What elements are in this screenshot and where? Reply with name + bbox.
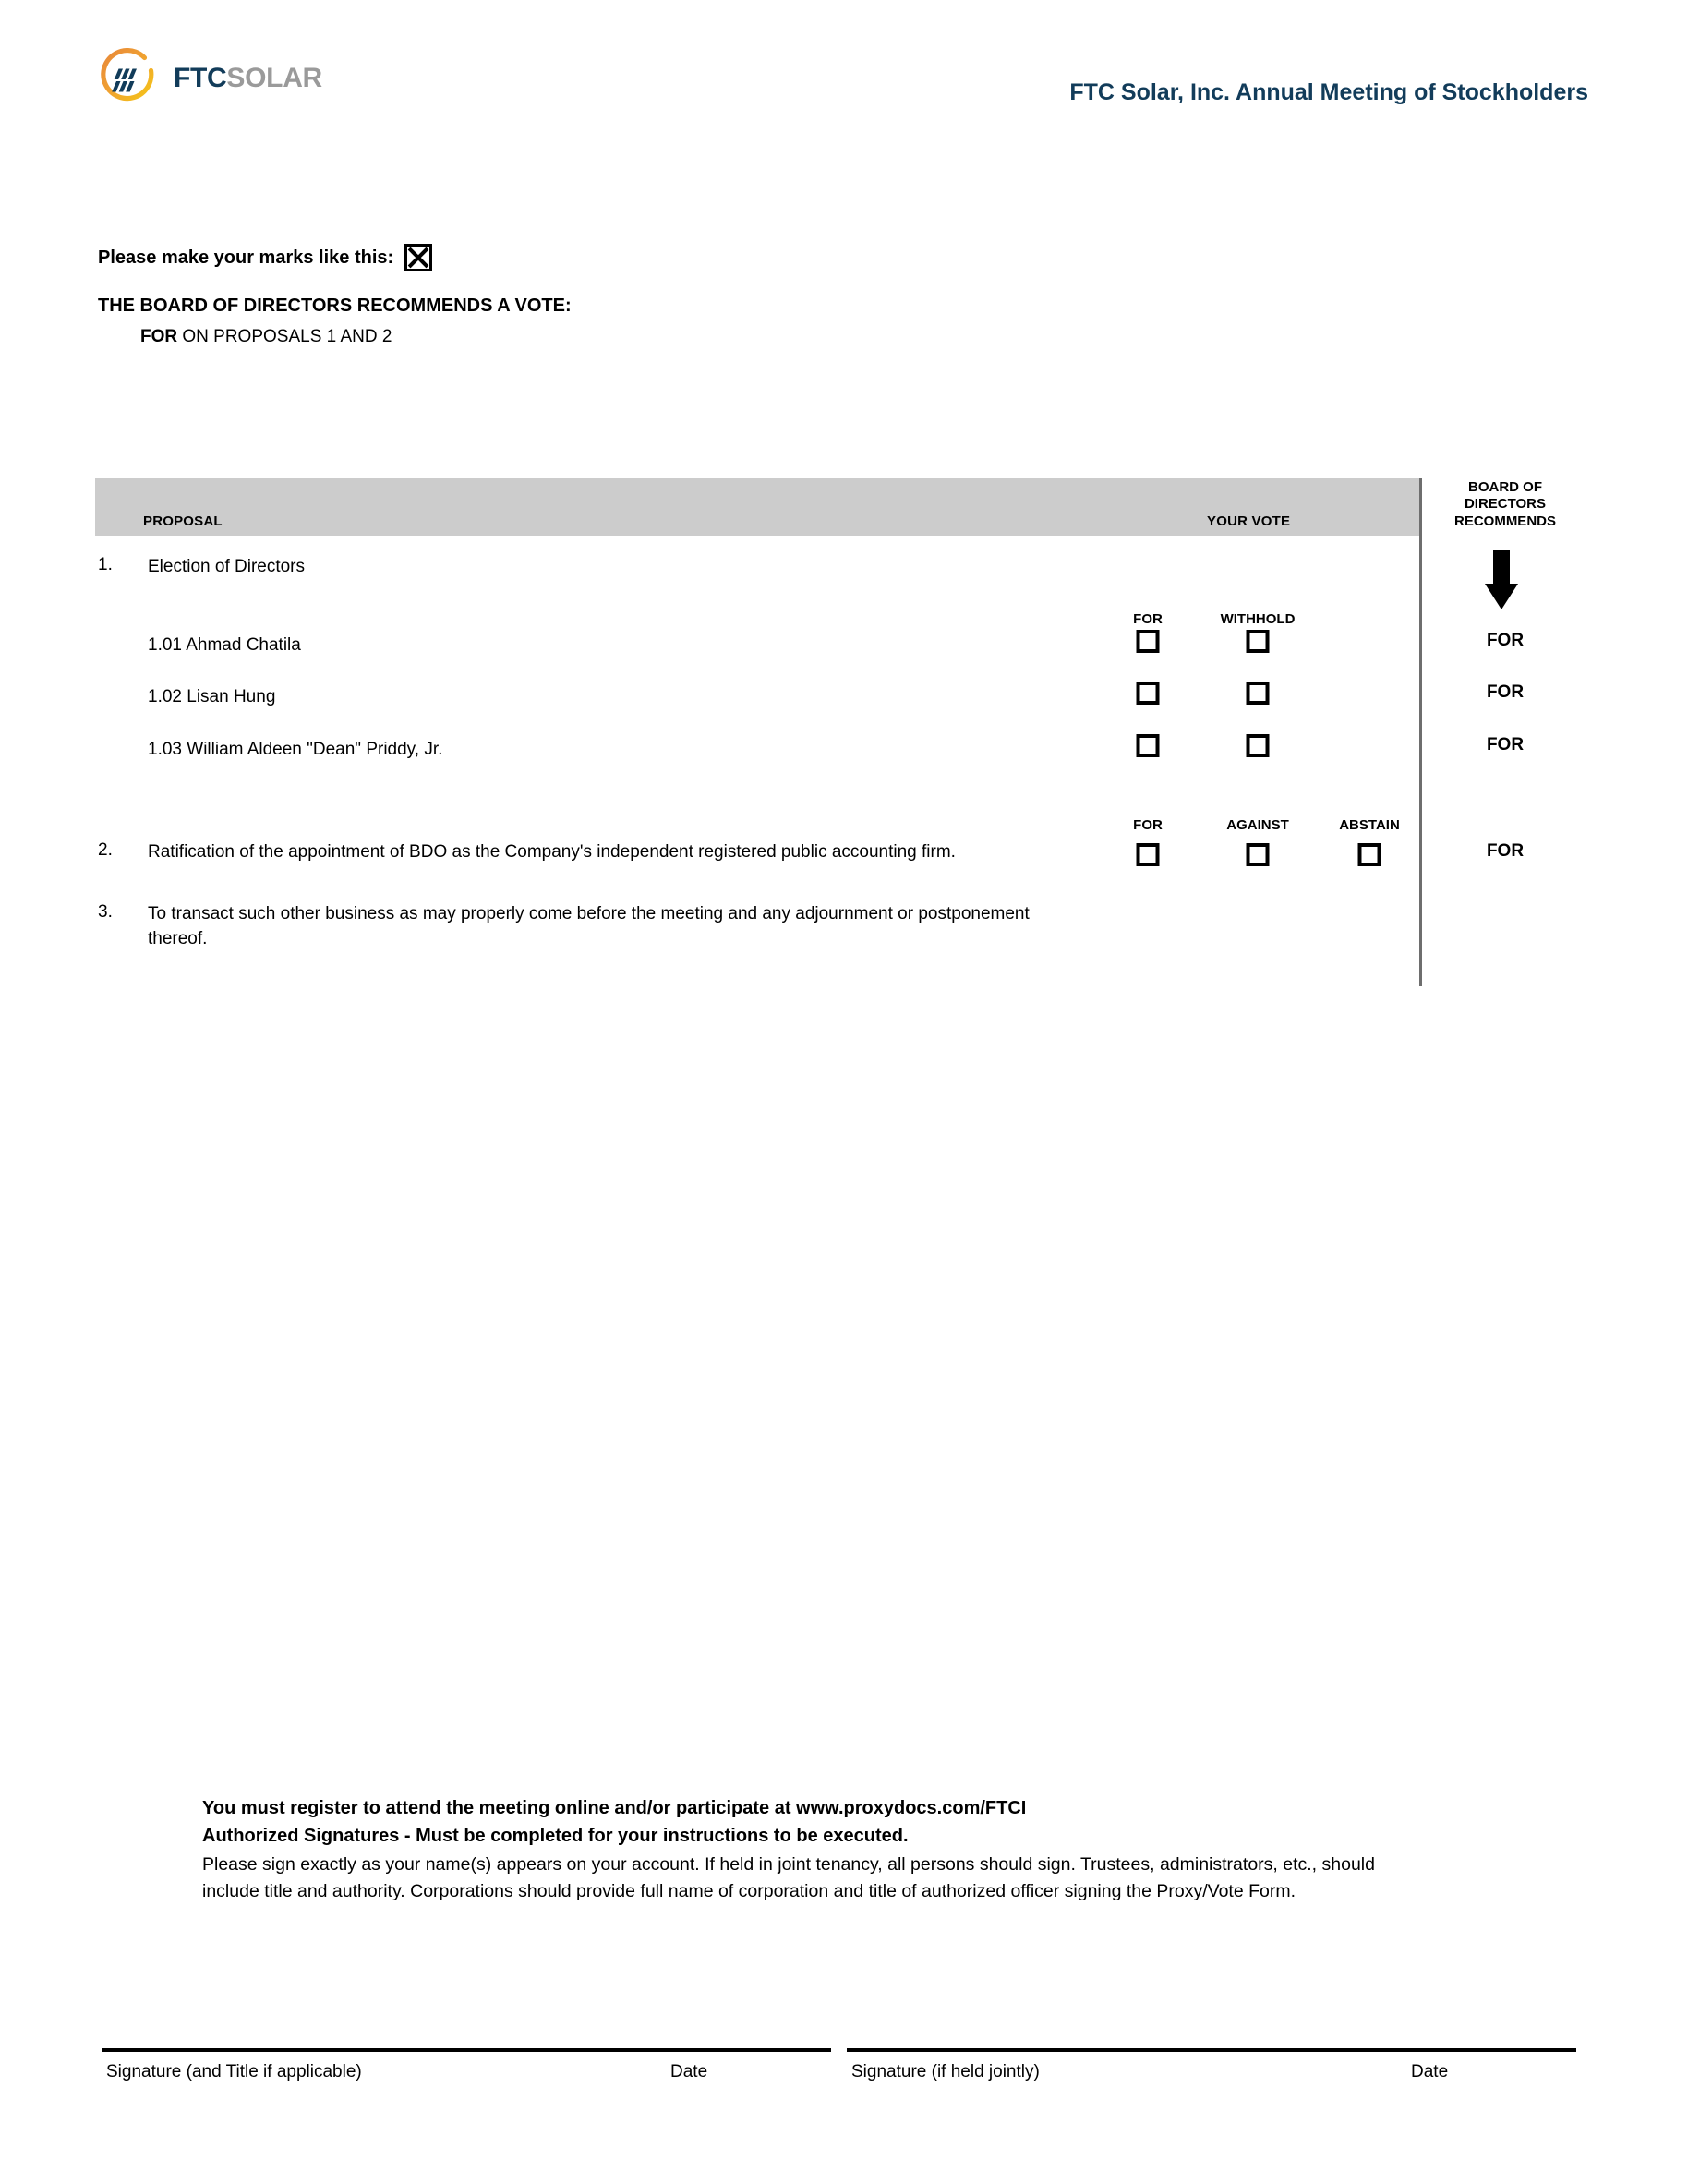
board-header-line-3: RECOMMENDS xyxy=(1453,513,1556,529)
vote-label-for-p2: FOR xyxy=(1133,817,1163,833)
vote-label-withhold-p1: WITHHOLD xyxy=(1220,611,1296,627)
marks-instruction-label: Please make your marks like this: xyxy=(98,247,394,268)
footer-instructions xyxy=(202,1795,1430,1906)
x-mark-box-icon xyxy=(404,244,432,271)
proposal-1-text: Election of Directors xyxy=(148,557,306,576)
vertical-divider xyxy=(1419,478,1422,986)
vote-label-for-p1: FOR xyxy=(1133,611,1163,627)
page-header xyxy=(0,0,1688,157)
board-recommends-detail xyxy=(140,327,392,347)
board-header-line-1: BOARD OF xyxy=(1468,479,1542,495)
checkbox-abstain-proposal-2[interactable] xyxy=(1358,843,1381,866)
date-label-2: Date xyxy=(1411,2062,1449,2081)
signature-label-1: Signature (and Title if applicable) xyxy=(106,2062,362,2081)
recommends-for-word: FOR xyxy=(140,327,178,346)
recommends-proposals-text: ON PROPOSALS 1 AND 2 xyxy=(177,327,392,346)
recommendation-director-1: FOR xyxy=(1486,631,1525,650)
company-logo xyxy=(100,48,322,109)
logo-word-solar: SOLAR xyxy=(226,63,322,93)
checkbox-for-director-1[interactable] xyxy=(1137,630,1160,653)
footer-body-text: Please sign exactly as your name(s) appears on your account. If held in joint tenancy, all persons should sign. Trustees, administrators, etc., should include title and authority. Corporations should provide full name of corporation and title of authorized officer signing the Proxy/Vote Form. xyxy=(202,1854,1375,1902)
signature-label-2: Signature (if held jointly) xyxy=(851,2062,1040,2081)
logo-wordmark xyxy=(174,65,322,92)
director-row-1-label: 1.01 Ahmad Chatila xyxy=(148,635,301,655)
checkbox-withhold-director-3[interactable] xyxy=(1247,734,1270,757)
checkbox-against-proposal-2[interactable] xyxy=(1247,843,1270,866)
director-row-3-label: 1.03 William Aldeen "Dean" Priddy, Jr. xyxy=(148,740,443,759)
footer-register-line: You must register to attend the meeting online and/or participate at www.proxydocs.com/FTCI xyxy=(202,1798,1027,1818)
proposal-3-number: 3. xyxy=(98,902,113,922)
page-title: FTC Solar, Inc. Annual Meeting of Stockholders xyxy=(1069,79,1588,105)
proposal-3-text: To transact such other business as may properly come before the meeting and any adjournment or postponement thereof. xyxy=(148,904,1030,948)
logo-word-ftc: FTC xyxy=(174,63,227,93)
checkbox-for-director-2[interactable] xyxy=(1137,682,1160,705)
signature-line-2[interactable] xyxy=(847,2048,1576,2052)
down-arrow-icon xyxy=(1485,550,1518,609)
checkbox-for-director-3[interactable] xyxy=(1137,734,1160,757)
marks-instruction-row xyxy=(98,244,432,271)
column-header-proposal: PROPOSAL xyxy=(143,513,223,529)
recommendation-director-2: FOR xyxy=(1486,682,1525,702)
proposal-2-number: 2. xyxy=(98,840,113,860)
ftc-solar-circular-arc-logo xyxy=(100,48,161,109)
vote-label-abstain-p2: ABSTAIN xyxy=(1339,817,1400,833)
proposal-2-text: Ratification of the appointment of BDO as the Company's independent registered public accounting firm. xyxy=(148,842,956,862)
recommendation-proposal-2: FOR xyxy=(1486,841,1525,861)
proposal-1-number: 1. xyxy=(98,555,113,574)
column-header-your-vote: YOUR VOTE xyxy=(1207,513,1291,529)
checkbox-withhold-director-1[interactable] xyxy=(1247,630,1270,653)
table-header-bar xyxy=(95,478,1419,536)
footer-authorized-line: Authorized Signatures - Must be completed for your instructions to be executed. xyxy=(202,1825,909,1846)
checkbox-for-proposal-2[interactable] xyxy=(1137,843,1160,866)
director-row-2-label: 1.02 Lisan Hung xyxy=(148,687,276,706)
board-header-line-2: DIRECTORS xyxy=(1464,496,1547,513)
vote-label-against-p2: AGAINST xyxy=(1226,817,1289,833)
date-label-1: Date xyxy=(670,2062,708,2081)
recommendation-director-3: FOR xyxy=(1486,735,1525,754)
column-header-board-recommends xyxy=(1427,479,1584,530)
checkbox-withhold-director-2[interactable] xyxy=(1247,682,1270,705)
signature-line-1[interactable] xyxy=(102,2048,831,2052)
board-recommends-heading: THE BOARD OF DIRECTORS RECOMMENDS A VOTE: xyxy=(98,296,572,316)
